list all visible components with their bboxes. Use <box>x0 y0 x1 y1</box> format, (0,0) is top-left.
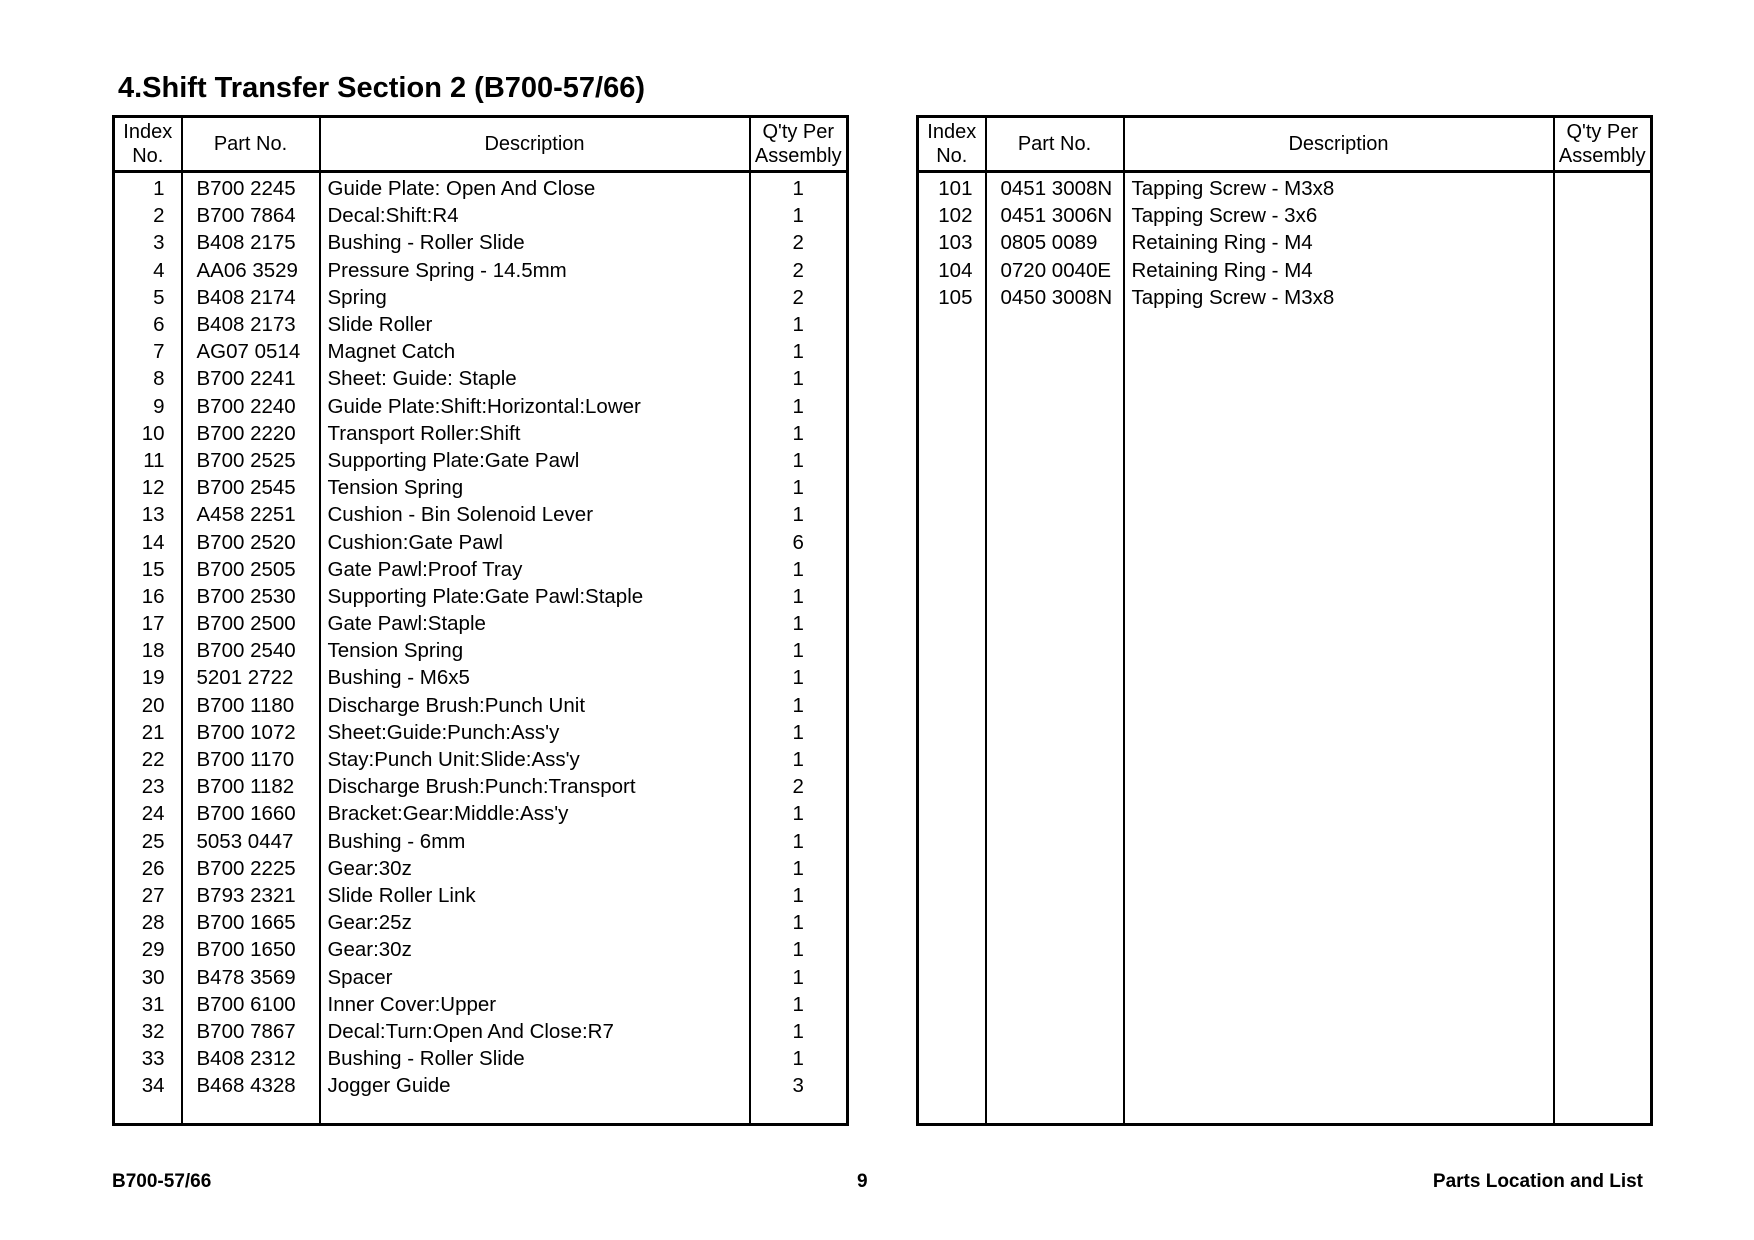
part-no-cell: B700 2500 <box>182 610 320 637</box>
part-no-cell: B478 3569 <box>182 963 320 990</box>
description-cell: Gear:25z <box>320 909 750 936</box>
table-row <box>114 936 848 963</box>
table-row <box>114 719 848 746</box>
table-row <box>114 692 848 719</box>
index-cell: 22 <box>114 746 182 773</box>
part-no-cell: B793 2321 <box>182 882 320 909</box>
empty-cell <box>182 1099 320 1124</box>
index-cell: 13 <box>114 501 182 528</box>
index-cell: 11 <box>114 447 182 474</box>
table-row <box>114 284 848 311</box>
description-cell: Tension Spring <box>320 474 750 501</box>
description-cell: Sheet:Guide:Punch:Ass'y <box>320 719 750 746</box>
description-cell: Tension Spring <box>320 637 750 664</box>
part-no-cell: B700 2520 <box>182 528 320 555</box>
qty-cell: 1 <box>750 719 848 746</box>
table-row <box>114 393 848 420</box>
description-cell: Spring <box>320 284 750 311</box>
description-cell: Cushion:Gate Pawl <box>320 528 750 555</box>
qty-cell <box>1554 229 1652 256</box>
index-cell: 7 <box>114 338 182 365</box>
description-cell: Inner Cover:Upper <box>320 991 750 1018</box>
index-cell: 16 <box>114 583 182 610</box>
index-cell: 29 <box>114 936 182 963</box>
qty-cell: 2 <box>750 284 848 311</box>
index-cell: 103 <box>918 229 986 256</box>
description-cell: Gear:30z <box>320 855 750 882</box>
qty-cell: 3 <box>750 1072 848 1099</box>
qty-cell: 1 <box>750 474 848 501</box>
index-cell: 15 <box>114 556 182 583</box>
part-no-cell: B700 2525 <box>182 447 320 474</box>
description-cell: Guide Plate: Open And Close <box>320 172 750 203</box>
description-cell: Cushion - Bin Solenoid Lever <box>320 501 750 528</box>
qty-cell: 1 <box>750 365 848 392</box>
description-cell: Jogger Guide <box>320 1072 750 1099</box>
table-header-row <box>114 117 848 172</box>
description-cell: Tapping Screw - 3x6 <box>1124 202 1554 229</box>
index-cell: 28 <box>114 909 182 936</box>
description-cell: Discharge Brush:Punch:Transport <box>320 773 750 800</box>
description-header: Description <box>1124 117 1554 172</box>
description-cell: Transport Roller:Shift <box>320 420 750 447</box>
qty-cell: 1 <box>750 610 848 637</box>
index-cell: 17 <box>114 610 182 637</box>
part-no-cell: 0451 3008N <box>986 172 1124 203</box>
table-header-row <box>918 117 1652 172</box>
table-row <box>114 365 848 392</box>
index-cell: 21 <box>114 719 182 746</box>
empty-cell <box>1124 311 1554 1125</box>
part-no-cell: B700 2540 <box>182 637 320 664</box>
footer-model: B700-57/66 <box>112 1171 212 1192</box>
qty-header: Q'ty Per Assembly <box>1554 117 1652 172</box>
table-row <box>114 963 848 990</box>
index-cell: 104 <box>918 257 986 284</box>
part-no-cell: B700 2245 <box>182 172 320 203</box>
qty-cell: 1 <box>750 556 848 583</box>
qty-cell: 1 <box>750 338 848 365</box>
table-row <box>114 746 848 773</box>
index-cell: 32 <box>114 1018 182 1045</box>
index-cell: 18 <box>114 637 182 664</box>
table-row <box>114 991 848 1018</box>
index-cell: 34 <box>114 1072 182 1099</box>
qty-cell: 1 <box>750 1045 848 1072</box>
parts-list-right <box>918 172 1652 1125</box>
index-cell: 1 <box>114 172 182 203</box>
table-row <box>114 828 848 855</box>
index-cell: 3 <box>114 229 182 256</box>
index-cell: 19 <box>114 664 182 691</box>
part-no-cell: 0450 3008N <box>986 284 1124 311</box>
description-cell: Bushing - Roller Slide <box>320 229 750 256</box>
qty-cell: 1 <box>750 202 848 229</box>
description-cell: Magnet Catch <box>320 338 750 365</box>
table-row <box>114 229 848 256</box>
part-no-cell: AG07 0514 <box>182 338 320 365</box>
qty-cell: 1 <box>750 909 848 936</box>
empty-cell <box>918 311 986 1125</box>
index-cell: 4 <box>114 257 182 284</box>
description-header: Description <box>320 117 750 172</box>
table-row <box>114 664 848 691</box>
qty-cell: 1 <box>750 991 848 1018</box>
part-no-header: Part No. <box>182 117 320 172</box>
index-cell: 6 <box>114 311 182 338</box>
table-row <box>114 474 848 501</box>
description-cell: Gate Pawl:Proof Tray <box>320 556 750 583</box>
qty-cell <box>1554 172 1652 203</box>
empty-cell <box>1554 311 1652 1125</box>
table-row <box>114 420 848 447</box>
qty-cell: 1 <box>750 882 848 909</box>
table-row <box>918 257 1652 284</box>
index-cell: 23 <box>114 773 182 800</box>
description-cell: Tapping Screw - M3x8 <box>1124 172 1554 203</box>
part-no-cell: B700 2241 <box>182 365 320 392</box>
table-row <box>114 338 848 365</box>
index-cell: 101 <box>918 172 986 203</box>
table-row <box>918 202 1652 229</box>
index-cell: 5 <box>114 284 182 311</box>
index-cell: 8 <box>114 365 182 392</box>
table-row <box>114 172 848 203</box>
part-no-cell: B700 1660 <box>182 800 320 827</box>
table-row <box>114 610 848 637</box>
description-cell: Bushing - M6x5 <box>320 664 750 691</box>
description-cell: Slide Roller Link <box>320 882 750 909</box>
empty-cell <box>114 1099 182 1124</box>
table-row <box>114 1072 848 1099</box>
index-cell: 9 <box>114 393 182 420</box>
empty-cell <box>320 1099 750 1124</box>
qty-cell: 1 <box>750 447 848 474</box>
description-cell: Retaining Ring - M4 <box>1124 229 1554 256</box>
description-cell: Slide Roller <box>320 311 750 338</box>
table-row <box>918 284 1652 311</box>
part-no-cell: 5201 2722 <box>182 664 320 691</box>
table-row <box>114 257 848 284</box>
description-cell: Guide Plate:Shift:Horizontal:Lower <box>320 393 750 420</box>
part-no-header: Part No. <box>986 117 1124 172</box>
part-no-cell: B700 1180 <box>182 692 320 719</box>
qty-cell: 1 <box>750 828 848 855</box>
qty-cell: 1 <box>750 855 848 882</box>
qty-cell: 1 <box>750 172 848 203</box>
table-row <box>114 447 848 474</box>
index-cell: 30 <box>114 963 182 990</box>
qty-cell: 1 <box>750 800 848 827</box>
footer-section-title: Parts Location and List <box>1432 1171 1643 1192</box>
empty-cell <box>986 311 1124 1125</box>
table-filler-row <box>918 311 1652 1125</box>
index-cell: 26 <box>114 855 182 882</box>
qty-cell: 1 <box>750 936 848 963</box>
part-no-cell: B700 2545 <box>182 474 320 501</box>
description-cell: Gear:30z <box>320 936 750 963</box>
index-cell: 33 <box>114 1045 182 1072</box>
qty-cell: 1 <box>750 746 848 773</box>
description-cell: Supporting Plate:Gate Pawl <box>320 447 750 474</box>
parts-table-right <box>916 115 1653 1126</box>
table-row <box>114 1018 848 1045</box>
table-row <box>114 637 848 664</box>
part-no-cell: B700 7864 <box>182 202 320 229</box>
index-cell: 24 <box>114 800 182 827</box>
part-no-cell: B700 1665 <box>182 909 320 936</box>
part-no-cell: 5053 0447 <box>182 828 320 855</box>
index-cell: 31 <box>114 991 182 1018</box>
qty-cell: 1 <box>750 583 848 610</box>
part-no-cell: B700 1072 <box>182 719 320 746</box>
index-header: Index No. <box>918 117 986 172</box>
index-cell: 25 <box>114 828 182 855</box>
part-no-cell: A458 2251 <box>182 501 320 528</box>
part-no-cell: B700 2220 <box>182 420 320 447</box>
table-row <box>114 1045 848 1072</box>
index-cell: 14 <box>114 528 182 555</box>
table-row <box>918 229 1652 256</box>
table-row <box>114 882 848 909</box>
description-cell: Sheet: Guide: Staple <box>320 365 750 392</box>
description-cell: Gate Pawl:Staple <box>320 610 750 637</box>
qty-cell <box>1554 202 1652 229</box>
qty-cell: 1 <box>750 311 848 338</box>
qty-cell: 1 <box>750 1018 848 1045</box>
description-cell: Tapping Screw - M3x8 <box>1124 284 1554 311</box>
part-no-cell: B700 2240 <box>182 393 320 420</box>
part-no-cell: 0720 0040E <box>986 257 1124 284</box>
table-row <box>114 528 848 555</box>
part-no-cell: B408 2175 <box>182 229 320 256</box>
description-cell: Discharge Brush:Punch Unit <box>320 692 750 719</box>
qty-cell: 1 <box>750 664 848 691</box>
part-no-cell: B408 2174 <box>182 284 320 311</box>
index-cell: 102 <box>918 202 986 229</box>
page-title: 4.Shift Transfer Section 2 (B700-57/66) <box>118 72 646 104</box>
table-row <box>114 501 848 528</box>
parts-table-left <box>112 115 849 1126</box>
description-cell: Bushing - 6mm <box>320 828 750 855</box>
index-cell: 20 <box>114 692 182 719</box>
part-no-cell: B408 2173 <box>182 311 320 338</box>
table-row <box>114 583 848 610</box>
part-no-cell: B468 4328 <box>182 1072 320 1099</box>
index-cell: 10 <box>114 420 182 447</box>
qty-cell: 2 <box>750 773 848 800</box>
qty-cell: 1 <box>750 420 848 447</box>
description-cell: Pressure Spring - 14.5mm <box>320 257 750 284</box>
description-cell: Bushing - Roller Slide <box>320 1045 750 1072</box>
qty-cell: 2 <box>750 229 848 256</box>
table-row <box>114 202 848 229</box>
description-cell: Retaining Ring - M4 <box>1124 257 1554 284</box>
part-no-cell: AA06 3529 <box>182 257 320 284</box>
index-cell: 2 <box>114 202 182 229</box>
table-row <box>114 909 848 936</box>
qty-cell: 1 <box>750 393 848 420</box>
index-cell: 27 <box>114 882 182 909</box>
qty-cell <box>1554 284 1652 311</box>
part-no-cell: 0805 0089 <box>986 229 1124 256</box>
table-row <box>114 311 848 338</box>
qty-cell: 6 <box>750 528 848 555</box>
description-cell: Bracket:Gear:Middle:Ass'y <box>320 800 750 827</box>
table-row <box>918 172 1652 203</box>
qty-cell: 1 <box>750 501 848 528</box>
description-cell: Stay:Punch Unit:Slide:Ass'y <box>320 746 750 773</box>
qty-cell: 2 <box>750 257 848 284</box>
part-no-cell: B700 2225 <box>182 855 320 882</box>
part-no-cell: B700 1170 <box>182 746 320 773</box>
qty-cell: 1 <box>750 692 848 719</box>
table-row <box>114 773 848 800</box>
part-no-cell: B408 2312 <box>182 1045 320 1072</box>
part-no-cell: B700 2530 <box>182 583 320 610</box>
description-cell: Decal:Shift:R4 <box>320 202 750 229</box>
index-cell: 105 <box>918 284 986 311</box>
qty-cell: 1 <box>750 637 848 664</box>
qty-cell: 1 <box>750 963 848 990</box>
table-row <box>114 556 848 583</box>
table-row <box>114 855 848 882</box>
index-header: Index No. <box>114 117 182 172</box>
table-row <box>114 800 848 827</box>
qty-cell <box>1554 257 1652 284</box>
part-no-cell: B700 2505 <box>182 556 320 583</box>
part-no-cell: 0451 3006N <box>986 202 1124 229</box>
description-cell: Decal:Turn:Open And Close:R7 <box>320 1018 750 1045</box>
empty-cell <box>750 1099 848 1124</box>
parts-list-left <box>114 172 848 1125</box>
qty-header: Q'ty Per Assembly <box>750 117 848 172</box>
part-no-cell: B700 1650 <box>182 936 320 963</box>
footer-page-number: 9 <box>857 1171 868 1192</box>
index-cell: 12 <box>114 474 182 501</box>
table-filler-row <box>114 1099 848 1124</box>
part-no-cell: B700 1182 <box>182 773 320 800</box>
part-no-cell: B700 6100 <box>182 991 320 1018</box>
description-cell: Supporting Plate:Gate Pawl:Staple <box>320 583 750 610</box>
description-cell: Spacer <box>320 963 750 990</box>
part-no-cell: B700 7867 <box>182 1018 320 1045</box>
